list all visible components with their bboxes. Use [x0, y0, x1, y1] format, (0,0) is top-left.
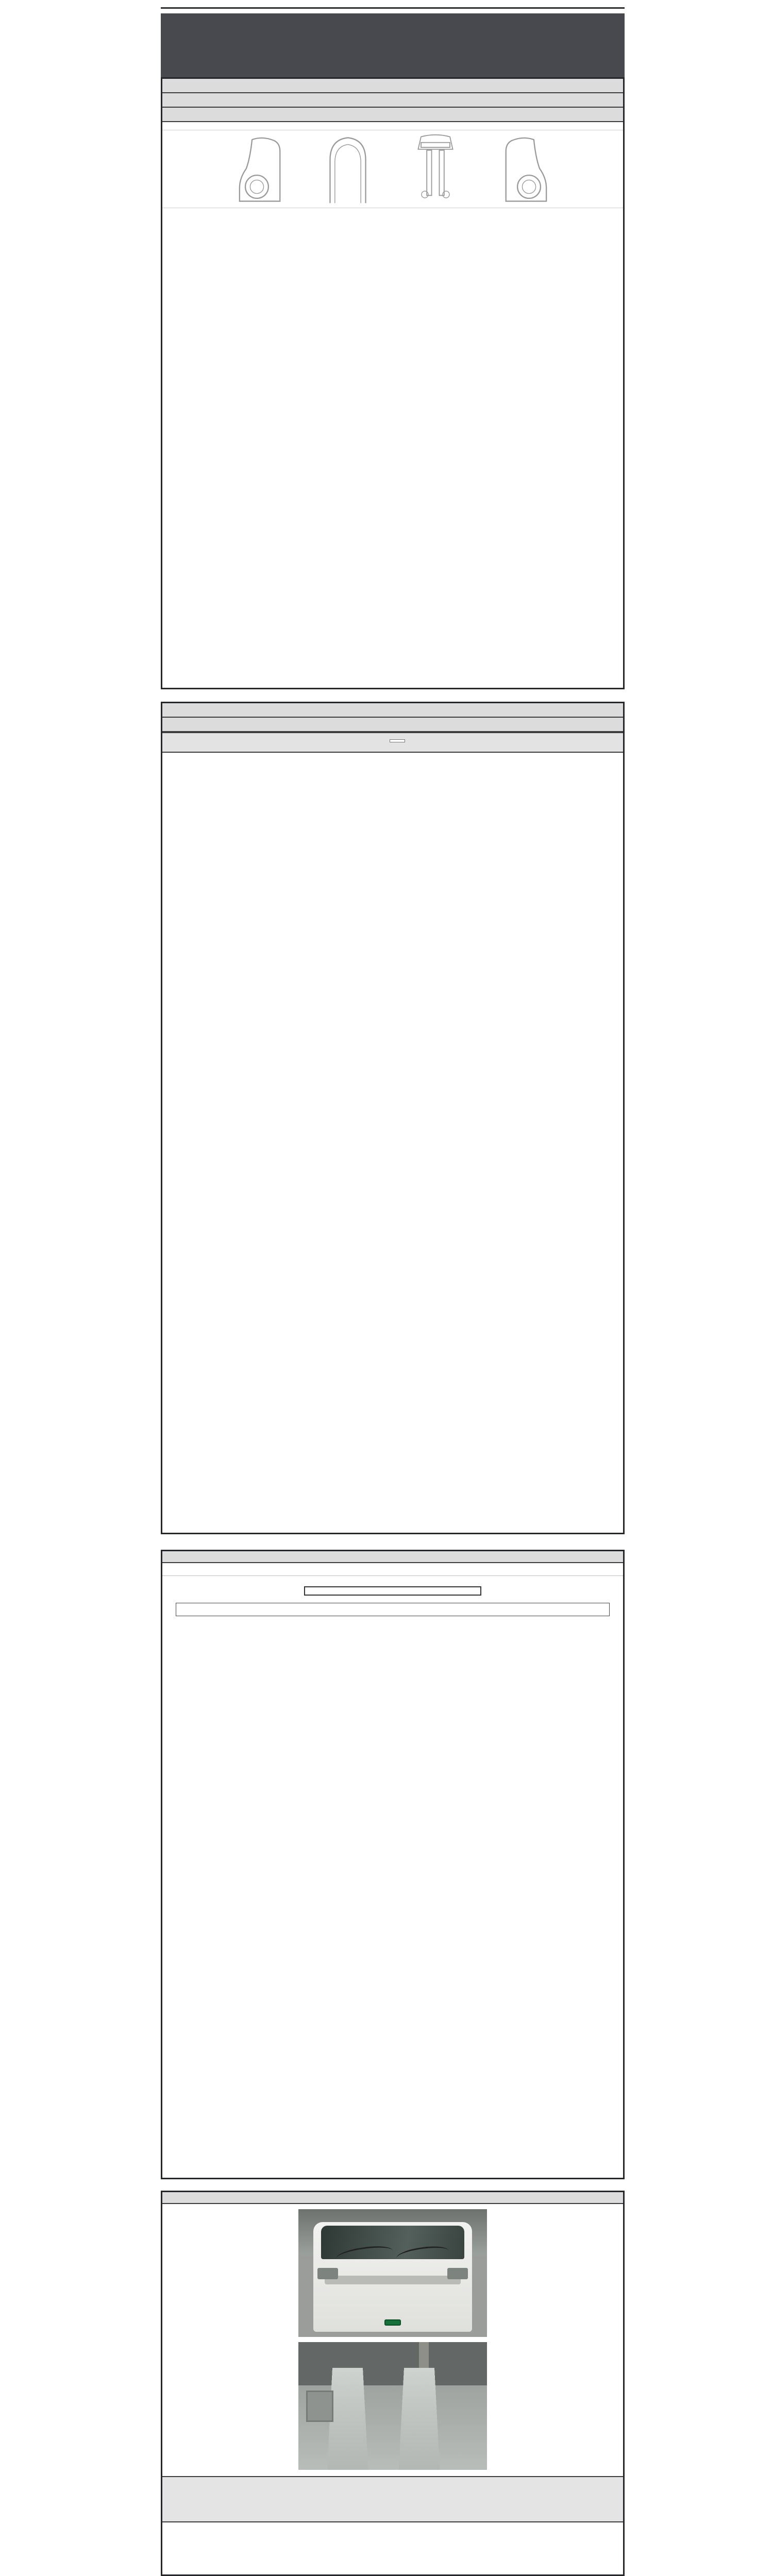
section-basic-overall-accident: [161, 77, 625, 689]
detail-header: [162, 703, 623, 718]
inspection-photo-garage: [298, 2342, 487, 2470]
vehicle-diagram-front-right: [495, 133, 557, 205]
price-definition-box-text: [176, 1603, 610, 1616]
vehicle-diagram-chassis: [405, 133, 466, 205]
headlight: [447, 2268, 468, 2279]
signature-title: [162, 2477, 623, 2483]
basic-info-header: [162, 79, 623, 93]
notice-header: [162, 1551, 623, 1563]
notice-intro: [162, 1563, 623, 1576]
price-definition-box-title: [304, 1586, 481, 1596]
headlight: [317, 2268, 338, 2279]
truck-grill: [325, 2276, 461, 2284]
etc-header: [162, 718, 623, 732]
document-title: [161, 13, 625, 20]
final-price-value: [390, 739, 405, 742]
section-notice: [161, 1550, 625, 2179]
license-plate: [384, 2319, 401, 2326]
status-code-legend2: [162, 126, 623, 130]
photos-header: [162, 2192, 623, 2204]
status-code-legend: [162, 122, 623, 126]
final-price-band: [162, 732, 623, 753]
accident-header: [162, 108, 623, 122]
signature-band: [162, 2476, 623, 2522]
tool-cart: [306, 2391, 334, 2422]
section-photos-sign: [161, 2191, 625, 2576]
inspection-photo-truck-front: [298, 2209, 487, 2337]
vehicle-diagram-cab-top: [320, 133, 376, 205]
lift-ramp: [397, 2368, 441, 2470]
overall-header: [162, 93, 623, 108]
top-divider: [161, 7, 625, 9]
garage-wall: [298, 2342, 487, 2385]
vehicle-diagrams: [162, 130, 623, 208]
title-band: [161, 13, 625, 77]
vehicle-diagram-front-left: [229, 133, 291, 205]
section-detail-etc: [161, 702, 625, 1534]
